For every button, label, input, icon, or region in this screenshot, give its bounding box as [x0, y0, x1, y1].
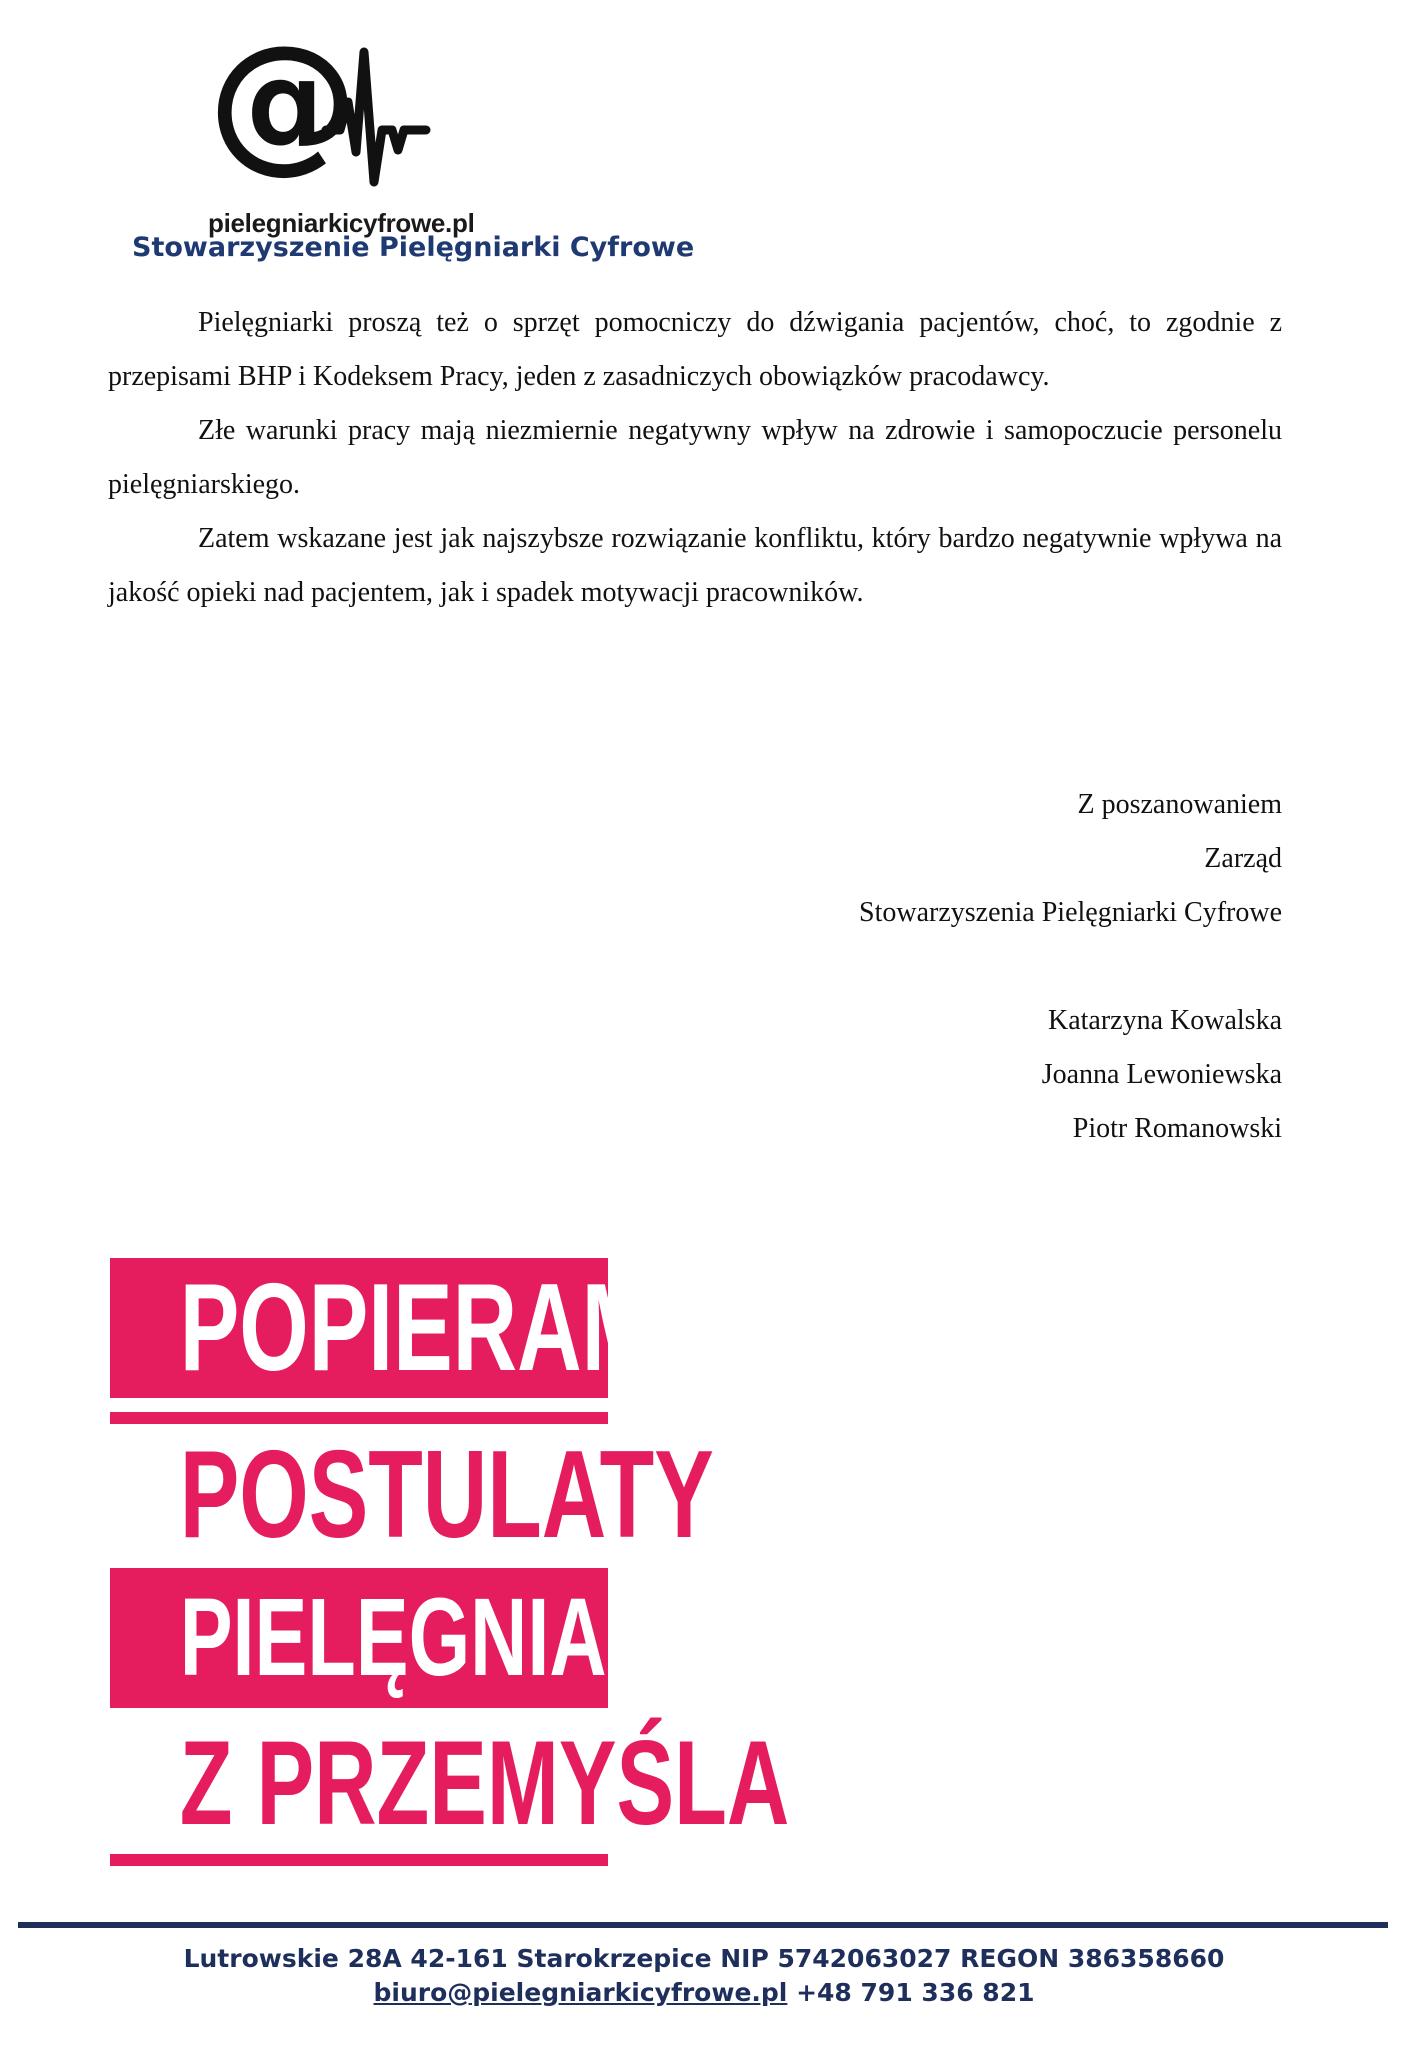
closing-block [682, 778, 1282, 1156]
support-banner [110, 1258, 790, 1866]
banner-band [110, 1426, 714, 1564]
footer [0, 1942, 1408, 2010]
letter-body [108, 296, 1282, 620]
at-heartbeat-icon [208, 14, 438, 212]
body-paragraph: Złe warunki pracy mają niezmiernie negatywny wpływ na zdrowie i samopoczucie personelu pielęgniarskiego. [108, 415, 1282, 500]
banner-line: POSTULATY [179, 1426, 714, 1564]
closing-organization: Stowarzyszenia Pielęgniarki Cyfrowe [859, 897, 1282, 928]
banner-band [110, 1716, 790, 1850]
signatory-name: Katarzyna Kowalska [1047, 1005, 1282, 1036]
banner-band [110, 1568, 774, 1708]
association-name: Stowarzyszenie Pielęgniarki Cyfrowe [132, 232, 695, 263]
closing-greeting: Z poszanowaniem [1077, 789, 1282, 820]
closing-board: Zarząd [1204, 843, 1282, 874]
footer-divider [18, 1922, 1388, 1928]
banner-line: Z PRZEMYŚLA [179, 1716, 790, 1850]
signatory-name: Joanna Lewoniewska [1041, 1059, 1282, 1090]
footer-email-link[interactable]: biuro@pielegniarkicyfrowe.pl [373, 1978, 788, 2007]
footer-phone: +48 791 336 821 [796, 1978, 1035, 2007]
body-paragraph: Zatem wskazane jest jak najszybsze rozwiązanie konfliktu, który bardzo negatywnie wpływa na jakość opieki nad pacjentem, jak i spadek motywacji pracowników. [108, 523, 1282, 608]
banner-line: PIELĘGNIAREK [179, 1576, 774, 1699]
footer-contact [0, 1976, 1408, 2010]
body-paragraph: Pielęgniarki proszą też o sprzęt pomocniczy do dźwigania pacjentów, choć, to zgodnie z przepisami BHP i Kodeksem Pracy, jeden z zasadniczych obowiązków pracodawcy. [108, 307, 1282, 392]
footer-address: Lutrowskie 28A 42-161 Starokrzepice NIP 5742063027 REGON 386358660 [183, 1944, 1225, 1973]
banner-rule [110, 1854, 608, 1866]
logo-domain-text: pielegniarkicyfrowe.pl [208, 208, 475, 238]
banner-band [110, 1258, 716, 1398]
banner-rule [110, 1412, 608, 1424]
association-logo [208, 14, 475, 262]
signatory-name: Piotr Romanowski [1072, 1113, 1282, 1144]
banner-line: POPIERAMY [179, 1259, 716, 1397]
svg-text:@: @ [208, 14, 358, 188]
